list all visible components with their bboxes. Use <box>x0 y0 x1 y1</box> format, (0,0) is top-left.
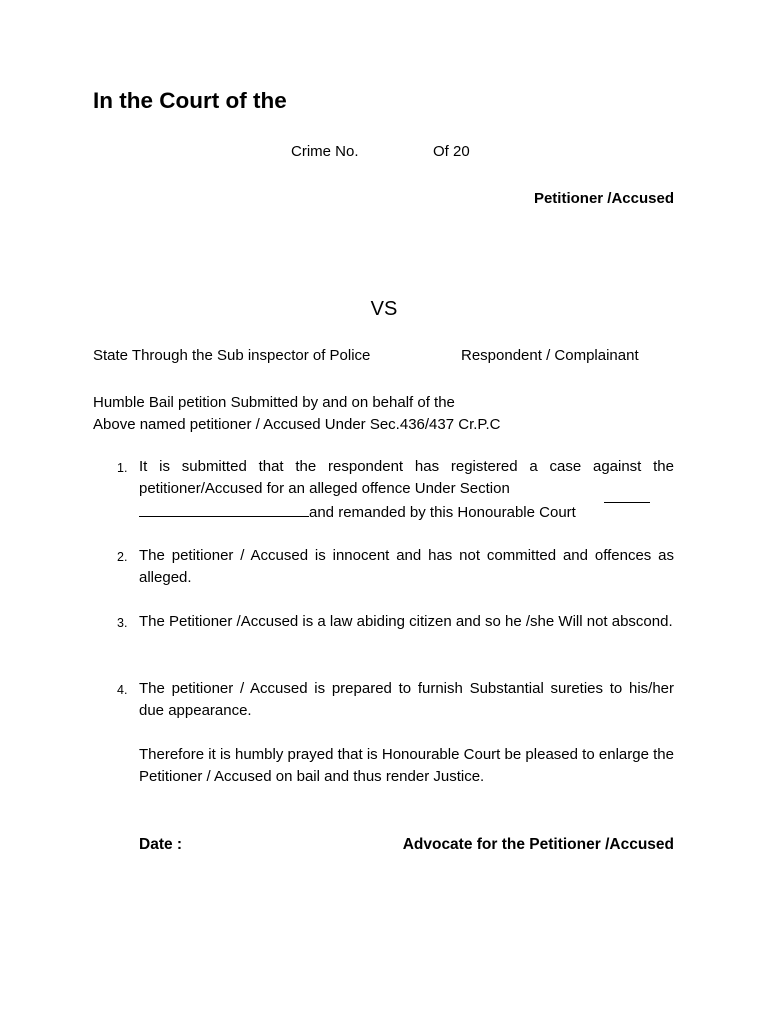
list-item-number: 4. <box>117 683 128 697</box>
advocate-signature-label: Advocate for the Petitioner /Accused <box>402 836 674 853</box>
list-item <box>117 678 674 722</box>
list-item <box>117 611 674 633</box>
list-item-text: The petitioner / Accused is innocent and has not committed and offences as alleged. <box>139 547 674 586</box>
respondent-label: Respondent / Complainant <box>461 347 639 364</box>
petition-intro <box>93 392 500 436</box>
list-item-number: 3. <box>117 616 128 630</box>
list-item-text: It is submitted that the respondent has registered a case against the petitioner/Accused for an alleged offence Under Section <box>139 458 674 497</box>
prayer-paragraph <box>139 744 674 788</box>
petitioner-label: Petitioner /Accused <box>533 190 674 207</box>
offence-blank-line <box>139 500 309 517</box>
list-item-text-continued: and remanded by this Honourable Court <box>309 504 576 521</box>
date-label: Date : <box>139 836 183 853</box>
list-item <box>117 545 674 589</box>
petition-intro-line-2: Above named petitioner / Accused Under Sec.436/437 Cr.P.C <box>93 416 501 433</box>
section-blank-line <box>604 502 650 503</box>
versus-label: VS <box>370 298 398 320</box>
list-item-text: The petitioner / Accused is prepared to furnish Substantial sureties to his/her due appearance. <box>139 680 674 719</box>
crime-number-label: Crime No. <box>291 143 359 160</box>
court-heading: In the Court of the <box>93 88 287 113</box>
prayer-text: Therefore it is humbly prayed that is Honourable Court be pleased to enlarge the Petitioner / Accused on bail and thus render Justice. <box>139 746 674 785</box>
petition-intro-line-1: Humble Bail petition Submitted by and on behalf of the <box>93 394 455 411</box>
list-item-number: 2. <box>117 550 128 564</box>
respondent-party: State Through the Sub inspector of Police <box>93 347 371 364</box>
list-item-text: The Petitioner /Accused is a law abiding citizen and so he /she Will not abscond. <box>139 613 673 630</box>
list-item <box>117 456 674 524</box>
crime-year-label: Of 20 <box>433 143 470 160</box>
list-item-number: 1. <box>117 461 128 475</box>
